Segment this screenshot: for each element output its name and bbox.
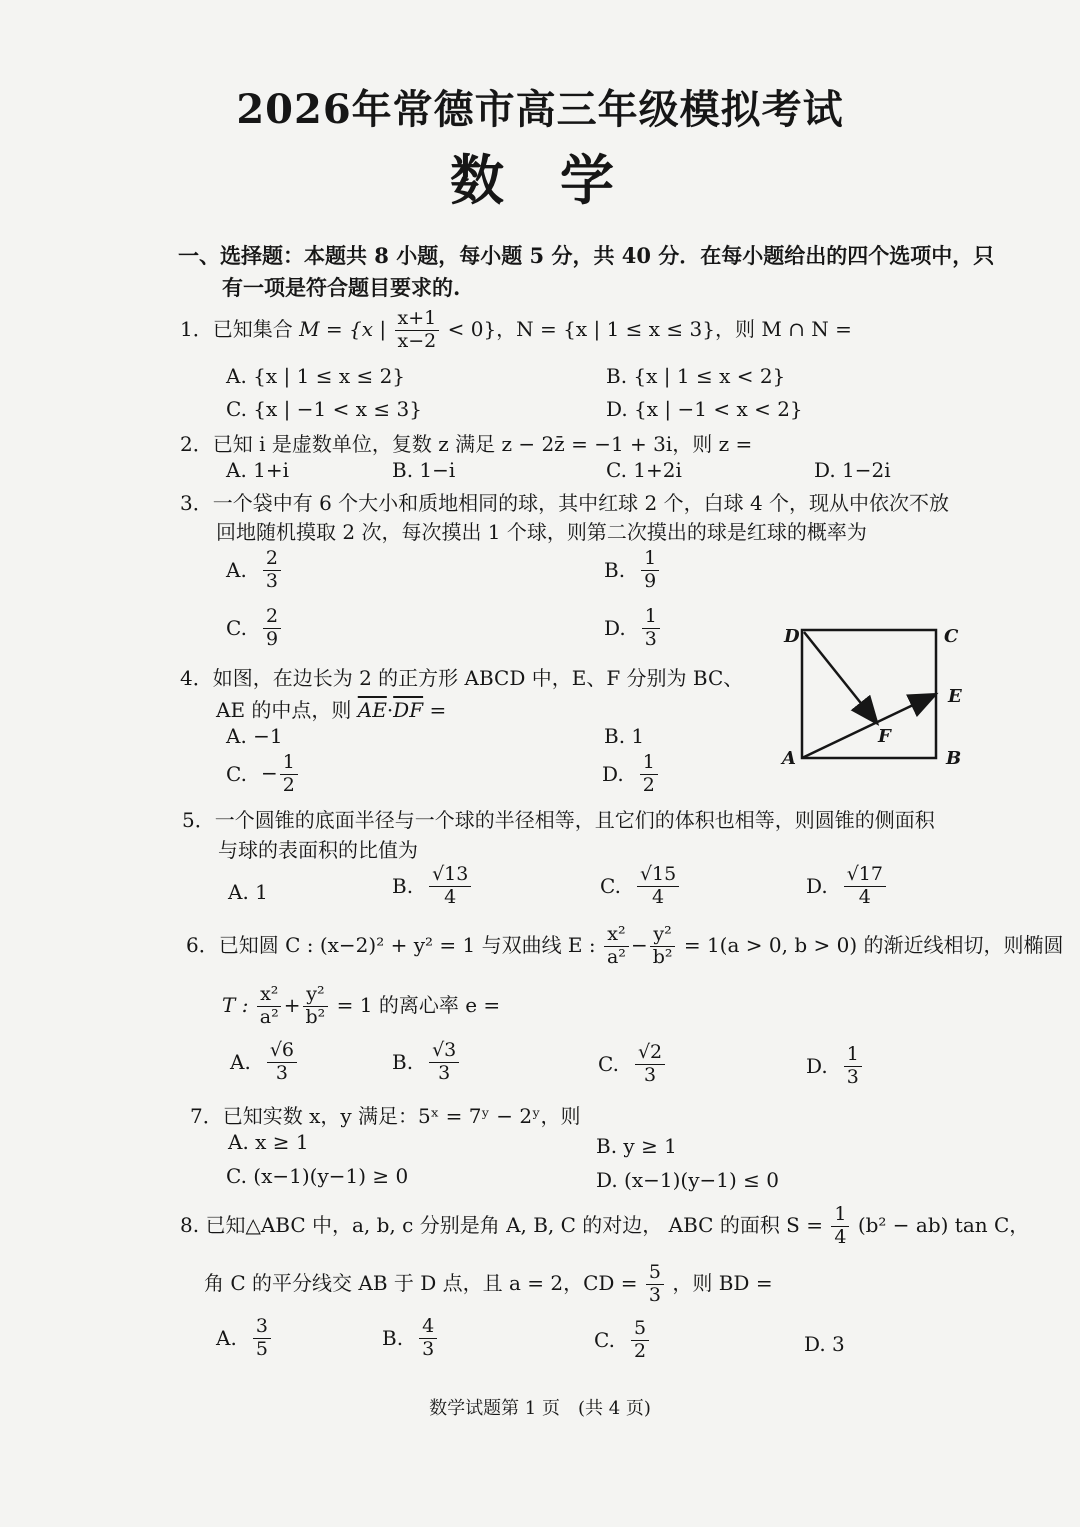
q8-option-a: A. $\frac{3}{5}$ [216,1316,273,1361]
q7-option-d: D. (x−1)(y−1) ≤ 0 [596,1168,779,1192]
vector-ae-arrow [802,695,934,758]
q3-option-b: B. $\frac{1}{9}$ [604,548,661,593]
question-5-line1: 5．一个圆锥的底面半径与一个球的半径相等，且它们的体积也相等，则圆锥的侧面积 [182,808,935,832]
q2-option-a: A. 1+i [226,458,290,482]
vector-ae: $\overline{AE}$ [357,698,387,722]
q1-option-b: B. {x | 1 ≤ x < 2} [606,364,786,388]
q6-option-a: A. $\frac{√6}{3}$ [230,1040,299,1085]
q2-option-c: C. 1+2i [606,458,682,482]
q6-option-d: D. $\frac{1}{3}$ [806,1044,864,1089]
vector-df-arrow [804,632,876,722]
question-6-line2: T : $\frac{\text{x²}}{\text{a²}}$ + $\frac{\text{y²}}{\text{b²}}$ = 1 的离心率 e = [222,983,501,1028]
q2-option-b: B. 1−i [392,458,456,482]
question-6-line1: 6．已知圆 C : (x−2)² + y² = 1 与双曲线 E : $\frac{\text{x²}}{\text{a²}}$ − $\frac{\text{y²}}{\text{b²}}$ = 1(a > 0, b > 0) 的渐近线相切，则椭圆 [186,923,1064,968]
question-3-line2: 回地随机摸取 2 次，每次摸出 1 个球，则第二次摸出的球是红球的概率为 [216,520,867,544]
label-a: A [782,748,796,769]
label-f: F [878,726,891,747]
q7-option-b: B. y ≥ 1 [596,1134,677,1158]
label-e: E [948,686,962,707]
q1-set-m: M = {x | [299,316,387,341]
q1-option-d: D. {x | −1 < x < 2} [606,397,803,421]
section-heading-line2: 有一项是符合题目要求的. [222,275,461,300]
exam-title: 2026年常德市高三年级模拟考试 [236,86,844,133]
q1-stem-post: < 0}，N = {x | 1 ≤ x ≤ 3}，则 M ∩ N = [447,316,852,341]
q3-option-a: A. $\frac{2}{3}$ [226,548,283,593]
question-7-stem: 7．已知实数 x，y 满足：5ˣ = 7ʸ − 2ʸ，则 [190,1104,581,1128]
q4-option-b: B. 1 [604,724,645,748]
q4-option-d: D. $\frac{1}{2}$ [602,752,660,797]
q6-option-c: C. $\frac{√2}{3}$ [598,1042,667,1087]
label-c: C [944,626,959,647]
question-5-line2: 与球的表面积的比值为 [218,838,418,862]
vector-df: $\overline{DF}$ [393,698,424,722]
subject-title: 数学 [450,148,670,212]
page-footer: 数学试题第 1 页 (共 4 页) [429,1398,651,1419]
q5-option-d: D. $\frac{√17}{4}$ [806,864,888,909]
q6-option-b: B. $\frac{√3}{3}$ [392,1040,461,1085]
q7-option-a: A. x ≥ 1 [228,1130,309,1154]
q1-stem-pre: 1．已知集合 [180,316,293,341]
square-outline [802,630,936,758]
q8-option-b: B. $\frac{4}{3}$ [382,1316,439,1361]
question-3-line1: 3．一个袋中有 6 个大小和质地相同的球，其中红球 2 个，白球 4 个，现从中依次不放 [180,491,950,515]
q8-option-d: D. 3 [804,1332,845,1356]
label-b: B [946,748,962,769]
question-4-line1: 4．如图，在边长为 2 的正方形 ABCD 中，E、F 分别为 BC、 [180,666,744,690]
q7-option-c: C. (x−1)(y−1) ≥ 0 [226,1164,409,1188]
label-d: D [784,626,800,647]
question-1-stem [180,308,852,353]
q4-option-a: A. −1 [226,724,283,748]
q3-option-d: D. $\frac{1}{3}$ [604,606,662,651]
question-4-line2: AE 的中点，则 $\overline{AE}\cdot\overline{DF}$ = [216,698,447,722]
q5-option-a: A. 1 [228,880,268,904]
q8-option-c: C. $\frac{5}{2}$ [594,1318,651,1363]
q4-option-c: C. − $\frac{1}{2}$ [226,752,300,797]
q3-option-c: C. $\frac{2}{9}$ [226,606,283,651]
q5-option-c: C. $\frac{√15}{4}$ [600,864,681,909]
q1-option-a: A. {x | 1 ≤ x ≤ 2} [226,364,406,388]
square-abcd-figure [770,612,980,782]
q1-option-c: C. {x | −1 < x ≤ 3} [226,397,422,421]
q2-option-d: D. 1−2i [814,458,891,482]
question-8-line2: 角 C 的平分线交 AB 于 D 点，且 a = 2，CD = $\frac{5}{3}$ ，则 BD = [204,1261,773,1306]
q5-option-b: B. $\frac{√13}{4}$ [392,864,473,909]
question-8-line1: 8. 已知△ABC 中，a, b, c 分别是角 A, B, C 的对边， ABC 的面积 S = $\frac{1}{4}$ (b² − ab) tan C， [180,1203,1030,1248]
question-2-stem: 2．已知 i 是虚数单位，复数 z 满足 z − 2z̄ = −1 + 3i，则 z = [180,432,753,456]
section-heading-line1: 一、选择题：本题共 8 小题，每小题 5 分，共 40 分．在每小题给出的四个选项中，只 [178,243,995,268]
q1-fraction: $\frac{x+1}{x-2}$ [395,308,440,353]
